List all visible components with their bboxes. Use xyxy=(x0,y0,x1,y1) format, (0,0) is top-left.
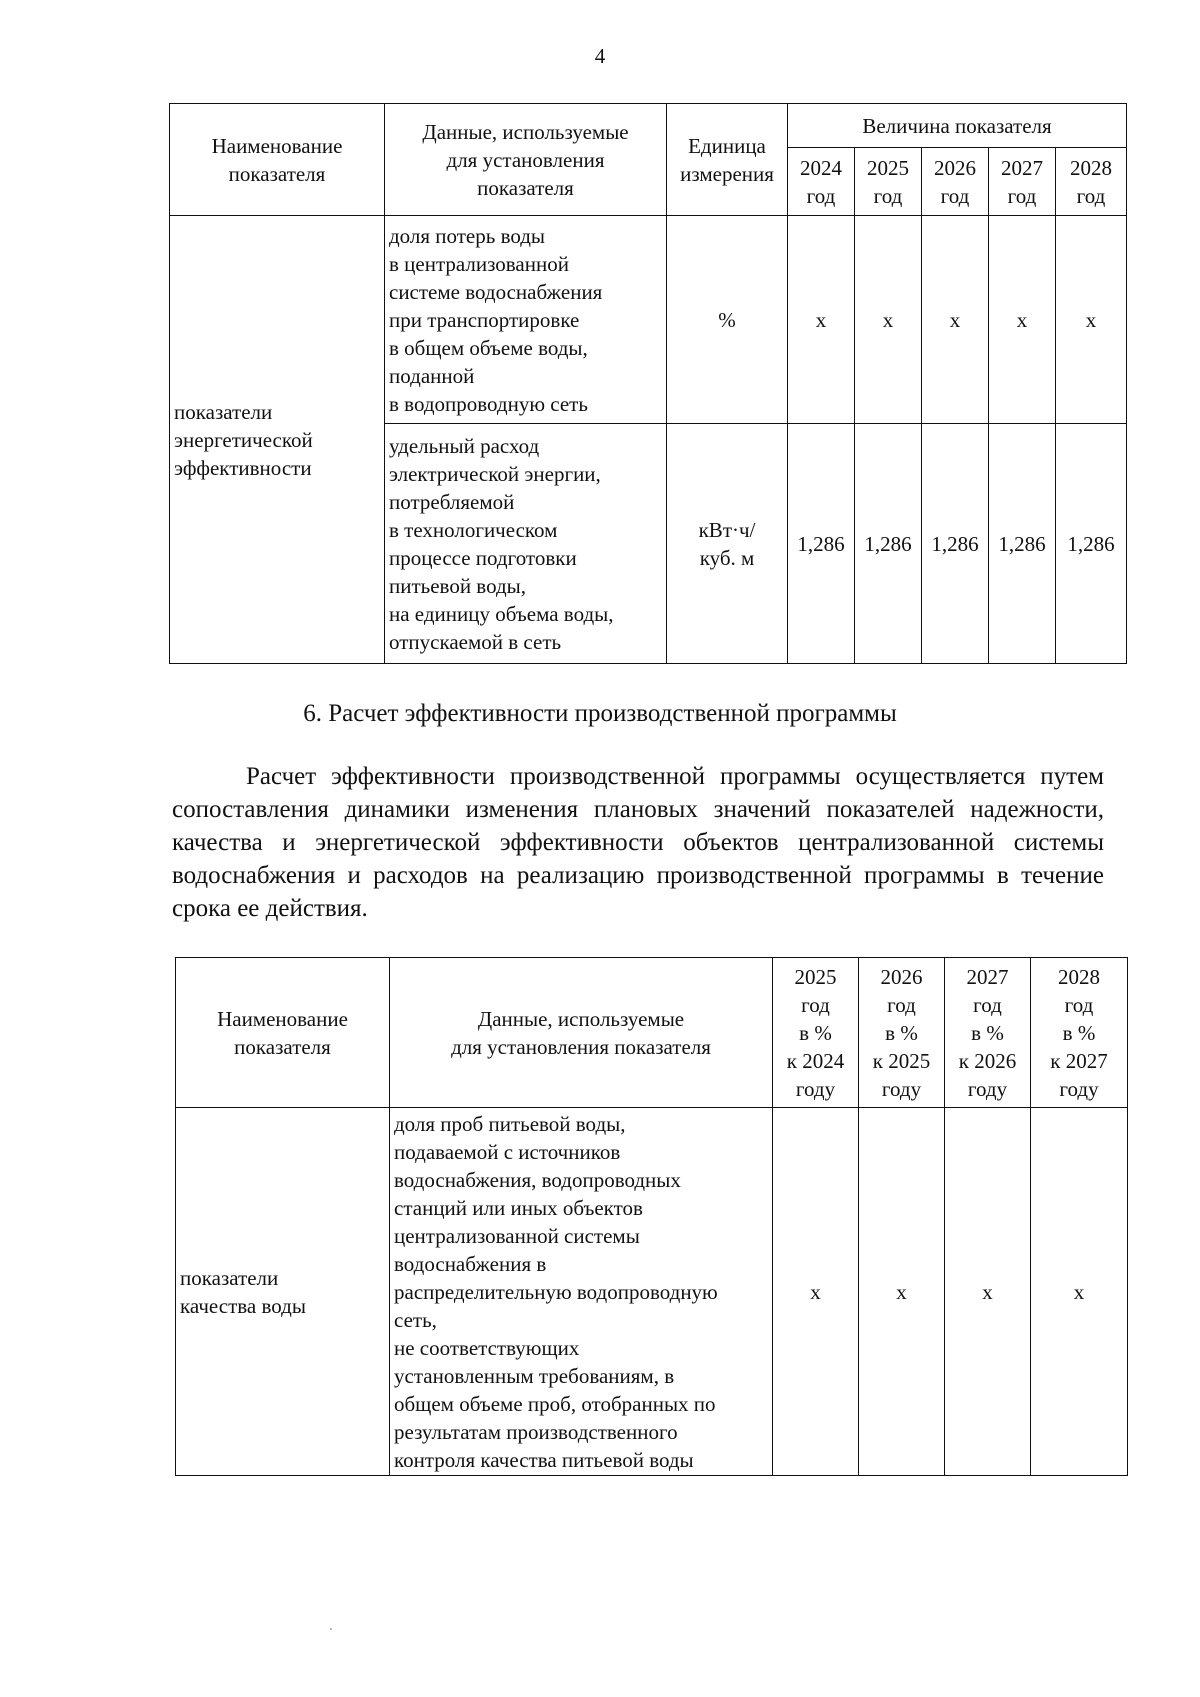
scan-artifact xyxy=(330,1628,332,1630)
row-unit: кВт·ч/ куб. м xyxy=(667,424,788,664)
row-value: х xyxy=(922,216,989,424)
header-name: Наименование показателя xyxy=(176,958,390,1108)
table-row xyxy=(176,1108,1128,1476)
header-unit: Единица измерения xyxy=(667,104,788,216)
header-name: Наименование показателя xyxy=(170,104,385,216)
header-value-group: Величина показателя xyxy=(788,104,1127,148)
row-value: 1,286 xyxy=(788,424,855,664)
row-data: доля потерь воды в централизованной системе водоснабжения при транспортировке в общем объеме воды, поданной в водопроводную сеть xyxy=(385,216,667,424)
header-data-used: Данные, используемые для установления показателя xyxy=(390,958,773,1108)
table-row xyxy=(170,216,1127,424)
header-year: 2026 год xyxy=(922,148,989,216)
row-value: х xyxy=(859,1108,945,1476)
header-year: 2024 год xyxy=(788,148,855,216)
energy-efficiency-table xyxy=(169,103,1127,664)
header-year: 2025 год xyxy=(855,148,922,216)
row-value: х xyxy=(773,1108,859,1476)
header-year: 2025 год в % к 2024 году xyxy=(773,958,859,1108)
row-value: х xyxy=(1031,1108,1128,1476)
section-title: 6. Расчет эффективности производственной программы xyxy=(303,700,897,727)
row-value: 1,286 xyxy=(989,424,1056,664)
row-value: 1,286 xyxy=(922,424,989,664)
water-quality-table xyxy=(175,957,1128,1476)
header-year: 2028 год xyxy=(1056,148,1127,216)
header-year: 2026 год в % к 2025 году xyxy=(859,958,945,1108)
header-year: 2027 год xyxy=(989,148,1056,216)
row-value: х xyxy=(788,216,855,424)
row-value: х xyxy=(945,1108,1031,1476)
row-value: х xyxy=(1056,216,1127,424)
row-value: 1,286 xyxy=(855,424,922,664)
body-paragraph: Расчет эффективности производственной программы осуществляется путем сопоставления динамики изменения плановых значений показателей надежности, качества и энергетической эффективности объектов централизованной системы водоснабжения и расходов на реализацию производственной программы в течение срока ее действия. xyxy=(172,763,1104,922)
header-year: 2027 год в % к 2026 году xyxy=(945,958,1031,1108)
row-unit: % xyxy=(667,216,788,424)
row-value: х xyxy=(989,216,1056,424)
row-name: показатели качества воды xyxy=(176,1108,390,1476)
page-number: 4 xyxy=(594,44,606,68)
group-label: показатели энергетической эффективности xyxy=(170,216,385,664)
row-value: 1,286 xyxy=(1056,424,1127,664)
row-data: доля проб питьевой воды, подаваемой с источников водоснабжения, водопроводных станций или иных объектов централизованной системы водоснабжения в распределительную водопроводную сеть, не соответствующих установленным требованиям, в общем объеме проб, отобранных по результатам производственного контроля качества питьевой воды xyxy=(390,1108,773,1476)
header-data-used: Данные, используемые для установления показателя xyxy=(385,104,667,216)
header-year: 2028 год в % к 2027 году xyxy=(1031,958,1128,1108)
row-value: х xyxy=(855,216,922,424)
row-data: удельный расход электрической энергии, потребляемой в технологическом процессе подготовки питьевой воды, на единицу объема воды, отпускаемой в сеть xyxy=(385,424,667,664)
